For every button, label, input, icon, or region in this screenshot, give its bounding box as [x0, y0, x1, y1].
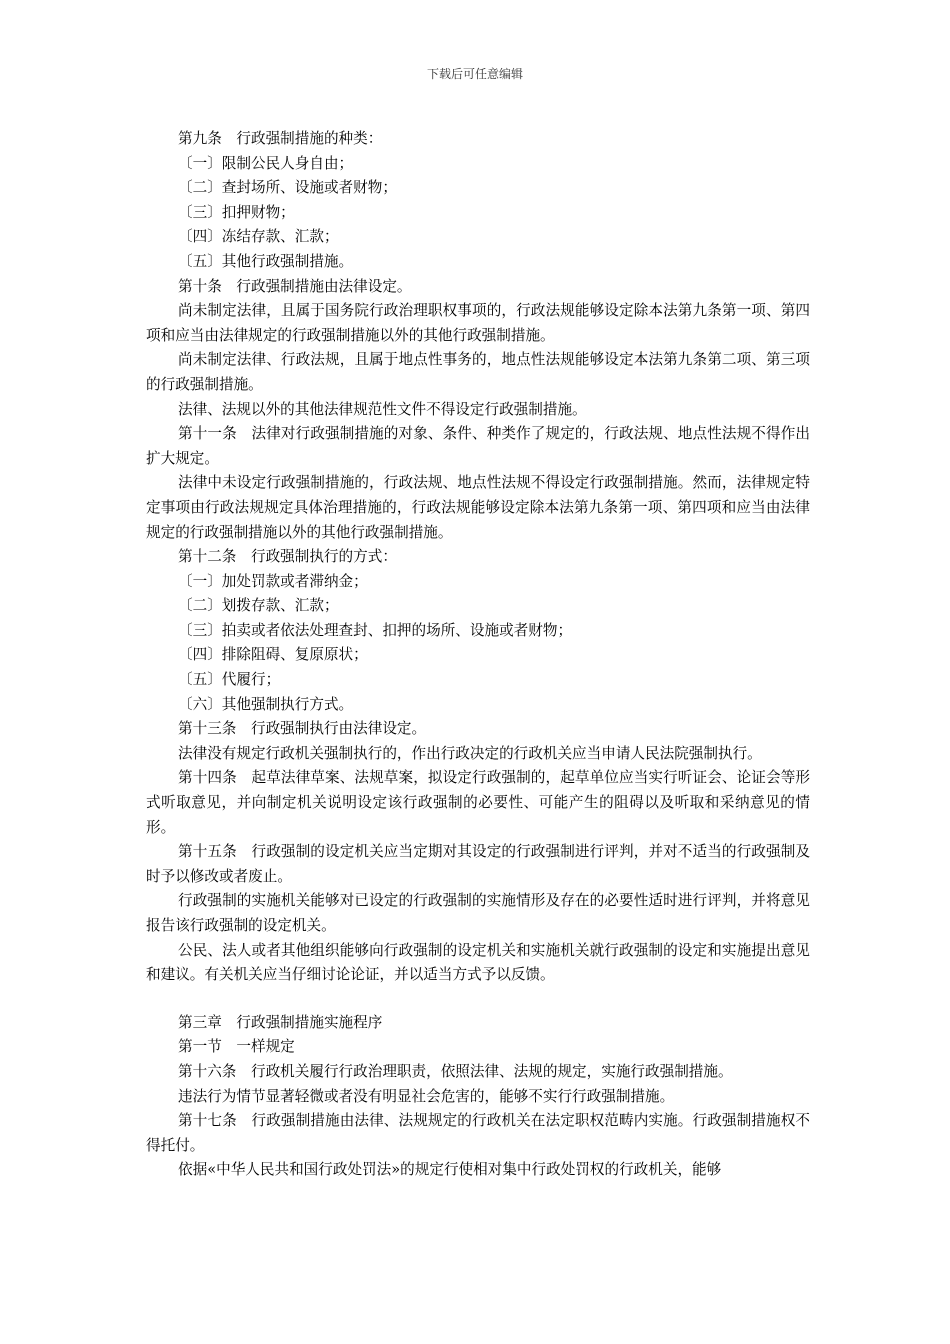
paragraph: 〔一〕加处罚款或者滞纳金；	[178, 572, 368, 590]
paragraph: 尚未制定法律、行政法规，且属于地点性事务的，地点性法规能够设定本法第九条第二项、第三项的行政强制措施。	[146, 351, 810, 393]
page-header: 下载后可任意编辑	[426, 67, 523, 81]
paragraph: 法律、法规以外的其他法律规范性文件不得设定行政强制措施。	[178, 400, 587, 418]
paragraph: 第十三条 行政强制执行由法律设定。	[178, 720, 427, 738]
paragraph: 第十条 行政强制措施由法律设定。	[178, 277, 412, 295]
paragraph: 公民、法人或者其他组织能够向行政强制的设定机关和实施机关就行政强制的设定和实施提出意见和建议。有关机关应当仔细讨论论证，并以适当方式予以反馈。	[146, 941, 810, 984]
paragraph: 〔五〕其他行政强制措施。	[178, 252, 354, 270]
section-spacer	[146, 988, 810, 1011]
paragraph: 违法行为情节显著轻微或者没有明显社会危害的，能够不实行行政强制措施。	[178, 1087, 675, 1105]
paragraph: 第十五条 行政强制的设定机关应当定期对其设定的行政强制进行评判，并对不适当的行政强制及时予以修改或者废止。	[146, 843, 810, 885]
document-body	[146, 127, 810, 1183]
paragraph: 〔五〕代履行；	[178, 671, 281, 689]
paragraph: 行政强制的实施机关能够对已设定的行政强制的实施情形及存在的必要性适时进行评判，并将意见报告该行政强制的设定机关。	[146, 892, 810, 934]
paragraph: 法律没有规定行政机关强制执行的，作出行政决定的行政机关应当申请人民法院强制执行。	[178, 744, 762, 762]
paragraph: 〔三〕拍卖或者依法处理查封、扣押的场所、设施或者财物；	[178, 621, 573, 639]
paragraph: 〔四〕排除阻碍、复原原状；	[178, 646, 368, 664]
paragraph: 〔三〕扣押财物；	[178, 203, 295, 221]
paragraph: 法律中未设定行政强制措施的，行政法规、地点性法规不得设定行政强制措施。然而，法律规定特定事项由行政法规规定具体治理措施的，行政法规能够设定除本法第九条第一项、第四项和应当由法律规定的行政强制措施以外的其他行政强制措施。	[146, 474, 810, 541]
paragraph: 〔一〕限制公民人身自由；	[178, 154, 354, 172]
paragraph: 第十二条 行政强制执行的方式：	[178, 548, 397, 566]
chapter-heading: 第三章 行政强制措施实施程序	[178, 1013, 383, 1031]
paragraph: 第十六条 行政机关履行行政治理职责，依照法律、法规的规定，实施行政强制措施。	[178, 1062, 733, 1080]
paragraph: 〔四〕冻结存款、汇款；	[178, 228, 339, 246]
paragraph: 第十四条 起草法律草案、法规草案，拟设定行政强制的，起草单位应当实行听证会、论证会等形式听取意见，并向制定机关说明设定该行政强制的必要性、可能产生的阻碍以及听取和采纳意见的情形。	[146, 769, 810, 836]
paragraph: 第九条 行政强制措施的种类：	[178, 130, 383, 147]
paragraph: 尚未制定法律，且属于国务院行政治理职权事项的，行政法规能够设定除本法第九条第一项、第四项和应当由法律规定的行政强制措施以外的其他行政强制措施。	[146, 302, 810, 344]
paragraph: 〔二〕划拨存款、汇款；	[178, 597, 339, 615]
section-heading: 第一节 一样规定	[178, 1038, 295, 1056]
paragraph: 第十一条 法律对行政强制措施的对象、条件、种类作了规定的，行政法规、地点性法规不得作出扩大规定。	[146, 425, 810, 467]
paragraph: 〔六〕其他强制执行方式。	[178, 695, 354, 713]
paragraph: 依据«中华人民共和国行政处罚法»的规定行使相对集中行政处罚权的行政机关，能够	[178, 1161, 722, 1179]
paragraph: 第十七条 行政强制措施由法律、法规规定的行政机关在法定职权范畴内实施。行政强制措施权不得托付。	[146, 1112, 810, 1154]
paragraph: 〔二〕查封场所、设施或者财物；	[178, 179, 397, 197]
